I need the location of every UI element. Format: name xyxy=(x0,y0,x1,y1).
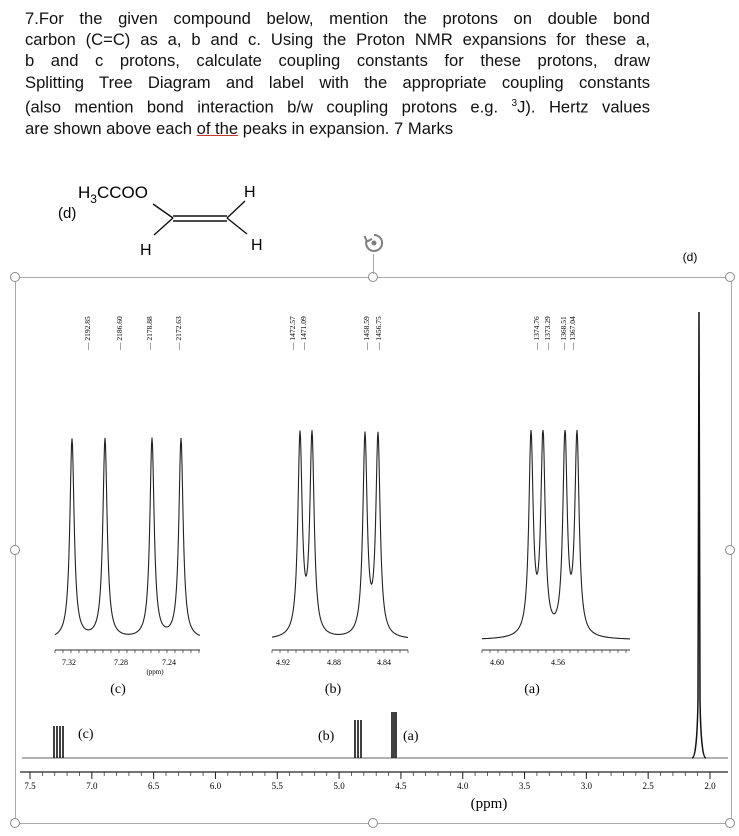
hz-label: — 2178.88 xyxy=(145,316,154,350)
question-line-4: Splitting Tree Diagram and label with the appropriate coupling constants xyxy=(25,72,650,92)
main-tick-label: 3.5 xyxy=(518,781,531,791)
hz-label: — 1373.29 xyxy=(543,316,552,350)
main-tick-label: 7.0 xyxy=(86,781,98,791)
main-tick-label: 6.5 xyxy=(148,781,160,791)
line-6-prefix: are shown above each xyxy=(25,118,197,138)
main-label-c: (c) xyxy=(78,727,94,742)
main-tick-label: 5.0 xyxy=(333,781,345,791)
main-label-d: (d) xyxy=(682,250,698,264)
hz-label: — 1472.57 xyxy=(288,316,297,350)
expansion-tick-label: 7.32 xyxy=(62,658,76,667)
expansion-tick-label: 4.84 xyxy=(377,658,391,667)
question-line-5-start: (also mention bond interaction b/w coupling protons e.g. xyxy=(25,97,512,117)
hz-label: — 1471.09 xyxy=(299,316,308,350)
hz-label: — 1374.76 xyxy=(532,316,541,350)
main-axis-unit: (ppm) xyxy=(470,796,508,812)
question-line-5-end: J). Hertz values xyxy=(517,97,650,117)
question-line-3: b and c protons, calculate coupling constants for these protons, draw xyxy=(25,51,650,71)
d-label: (d) xyxy=(58,205,77,222)
main-tick-label: 6.0 xyxy=(209,781,222,791)
main-tick-label: 2.5 xyxy=(642,781,654,791)
marks-label: 7 Marks xyxy=(394,118,454,138)
expansion-label: (c) xyxy=(110,682,126,697)
line-6-suffix: peaks in expansion. xyxy=(238,118,390,138)
question-line-2: carbon (C=C) as a, b and c. Using the Proton NMR expansions for these a, xyxy=(25,30,650,50)
expansion-tick-label: 4.56 xyxy=(551,658,565,667)
expansion-panels xyxy=(55,316,630,697)
expansion-curve-(a) xyxy=(482,430,630,639)
h-bottom-left: H xyxy=(140,242,152,259)
h-bottom-right: H xyxy=(251,237,263,254)
expansion-unit-label: (ppm) xyxy=(146,668,164,676)
expansion-tick-label: 4.92 xyxy=(276,658,290,667)
expansion-label: (b) xyxy=(324,682,342,697)
expansion-curve-(b) xyxy=(272,430,408,637)
hz-label: — 1458.59 xyxy=(362,316,371,350)
hz-label: — 1367.04 xyxy=(568,316,577,350)
hz-label: — 1368.51 xyxy=(559,316,568,350)
expansion-tick-label: 7.28 xyxy=(114,658,128,667)
main-tick-label: 3.0 xyxy=(580,781,592,791)
expansion-tick-label: 4.60 xyxy=(490,658,504,667)
question-line-1: 7.For the given compound below, mention the protons on double bond xyxy=(25,9,650,28)
hz-label: — 2172.63 xyxy=(174,316,183,350)
superscript-3: 3 xyxy=(511,97,518,109)
main-peak-d xyxy=(692,312,706,758)
hz-label: — 2192.85 xyxy=(83,316,92,350)
expansion-label: (a) xyxy=(524,682,540,697)
main-tick-label: 4.5 xyxy=(395,781,407,791)
main-tick-label: 4.0 xyxy=(457,781,469,791)
main-tick-label: 5.5 xyxy=(271,781,283,791)
hz-label: — 2186.60 xyxy=(115,316,124,350)
underlined-words: of the xyxy=(196,118,239,138)
main-label-a: (a) xyxy=(403,729,419,744)
expansion-curve-(c) xyxy=(55,438,200,636)
hz-label: — 1456.75 xyxy=(374,316,383,350)
main-tick-label: 2.0 xyxy=(704,781,716,791)
expansion-tick-label: 4.88 xyxy=(327,658,341,667)
h-top: H xyxy=(244,184,256,201)
main-label-b: (b) xyxy=(318,729,335,744)
substituent-label: $H_3CCOO$ xyxy=(78,183,148,206)
expansion-tick-label: 7.24 xyxy=(162,658,176,667)
main-tick-label: 7.5 xyxy=(24,781,36,791)
